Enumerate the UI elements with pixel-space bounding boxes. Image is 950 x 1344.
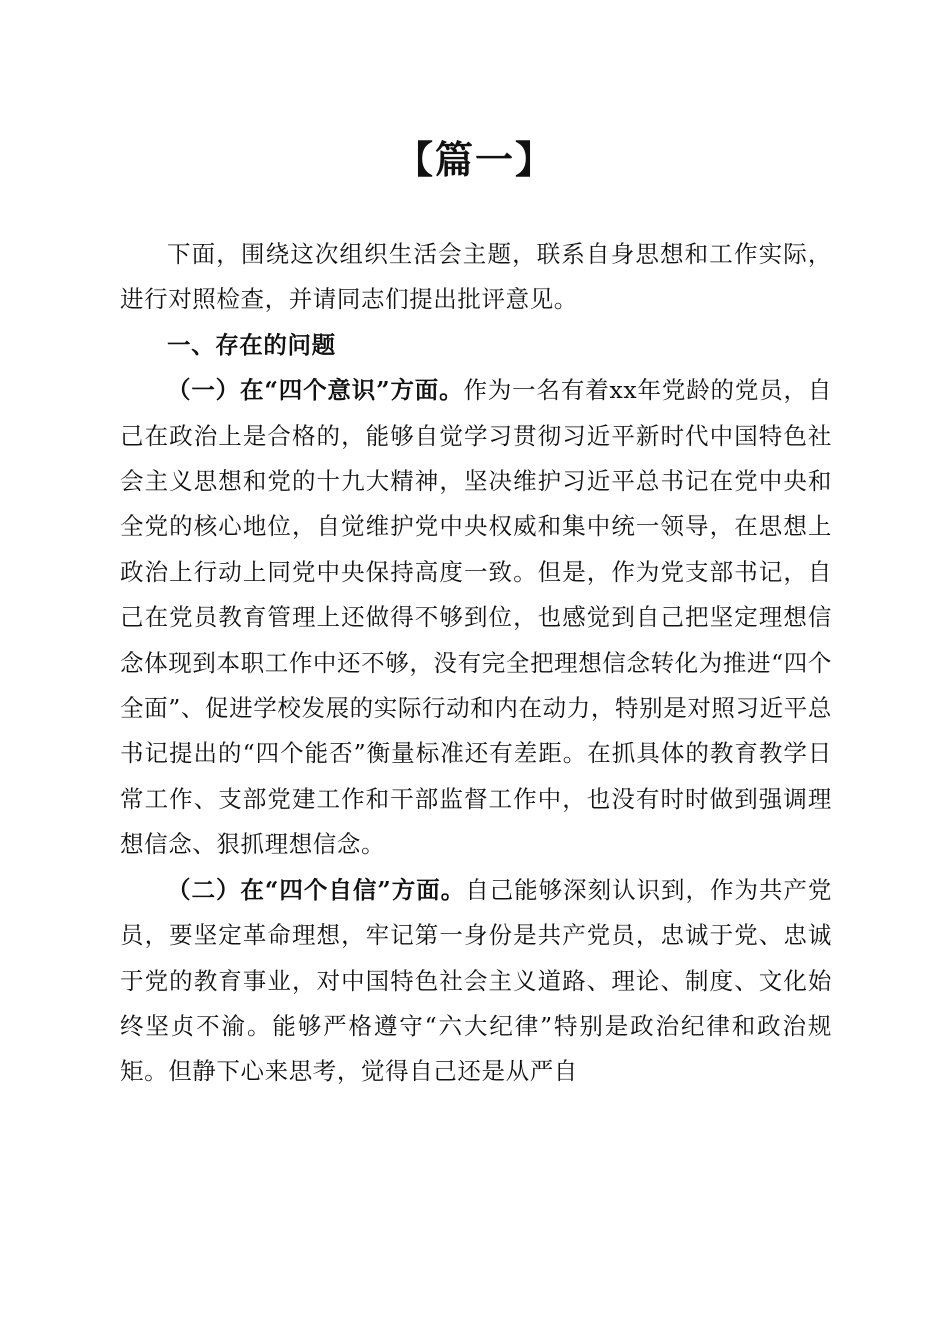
section-heading: 一、存在的问题 [167,330,336,359]
item-paragraph-2 [120,868,832,1095]
intro-paragraph: 下面，围绕这次组织生活会主题，联系自身思想和工作实际，进行对照检查，并请同志们提出批评意见。 [120,240,832,314]
item-1-text: 作为一名有着xx年党龄的党员，自己在政治上是合格的，能够自觉学习贯彻习近平新时代中国特色社会主义思想和党的十九大精神，坚决维护习近平总书记在党中央和全党的核心地位，自觉维护党中央权威和集中统一领导，在思想上政治上行动上同党中央保持高度一致。但是，作为党支部书记，自己在党员教育管理上还做得不够到位，也感觉到自己把坚定理想信念体现到本职工作中还不够，没有完全把理想信念转化为推进“四个全面”、促进学校发展的实际行动和内在动力，特别是对照习近平总书记提出的“四个能否”衡量标准还有差距。在抓具体的教育教学日常工作、支部党建工作和干部监督工作中，也没有时时做到强调理想信念、狠抓理想信念。 [120,376,833,859]
item-paragraph-1 [120,368,832,867]
item-2-lead: （二）在“四个自信”方面。 [167,875,466,904]
document-body [120,232,832,1095]
item-1-lead: （一）在“四个意识”方面。 [167,376,464,405]
document-title: 【篇一】 [394,137,555,182]
item-2-text: 自己能够深刻认识到，作为共产党员，要坚定革命理想，牢记第一身份是共产党员，忠诚于党、忠诚于党的教育事业，对中国特色社会主义道路、理论、制度、文化始终坚贞不渝。能够严格遵守“六大纪律”特别是政治纪律和政治规矩。但静下心来思考，觉得自己还是从严自 [120,875,833,1086]
